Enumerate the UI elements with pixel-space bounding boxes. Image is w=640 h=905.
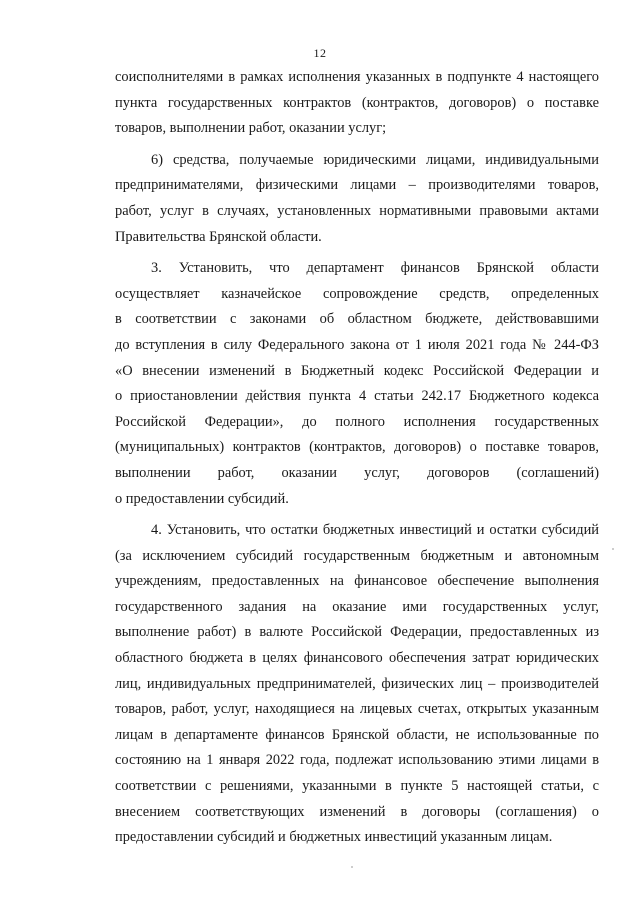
text-line: товаров, выполнении работ, оказании услуг; [115,120,387,137]
page-number: 12 [313,46,327,60]
text-line: (за исключением субсидий государственным бюджетным и автономным [115,547,599,564]
text-line: пункта государственных контрактов (контрактов, договоров) о поставке [115,94,599,111]
text-line: лицам в департаменте финансов Брянской области, не использованные по [115,726,599,743]
text-line: состоянию на 1 января 2022 года, подлежат использованию этими лицами в [115,752,599,769]
scan-speck [612,548,614,550]
text-line: государственного задания на оказание ими государственных услуг, [115,598,599,615]
text-line: работ, услуг в случаях, установленных нормативными правовыми актами [115,202,599,219]
text-line: (муниципальных) контрактов (контрактов, договоров) о поставке товаров, [115,439,599,456]
text-line: товаров, работ, услуг, находящиеся на лицевых счетах, открытых указанным [115,701,599,718]
text-line: соисполнителями в рамках исполнения указанных в подпункте 4 настоящего [115,69,599,85]
text-line: предпринимателями, физическими лицами – производителями товаров, [115,177,599,194]
text-line: 4. Установить, что остатки бюджетных инвестиций и остатки субсидий [151,522,599,539]
document-body [115,65,599,851]
text-line: лиц, индивидуальных предпринимателей, физических лиц – производителей [115,675,599,692]
text-line: в соответствии с законами об областном бюджете, действовавшими [115,311,599,328]
paragraph-clause-4 [115,518,599,851]
paragraph-continuation [115,65,599,142]
text-line: Российской Федерации», до полного исполнения государственных [115,413,599,430]
text-line: до вступления в силу Федерального закона от 1 июля 2021 года № 244-ФЗ [115,336,599,353]
text-line: соответствии с решениями, указанными в пункте 5 настоящей статьи, с [115,778,599,795]
paragraph-clause-3 [115,256,599,512]
text-line: выполнении работ, оказании услуг, договоров (соглашений) [115,464,599,481]
text-line: 6) средства, получаемые юридическими лицами, индивидуальными [151,151,599,168]
text-line: внесением соответствующих изменений в договоры (соглашения) о [115,803,599,820]
text-line: о приостановлении действия пункта 4 статьи 242.17 Бюджетного кодекса [115,388,599,405]
text-line: предоставлении субсидий и бюджетных инвестиций указанным лицам. [115,829,553,846]
text-line: о предоставлении субсидий. [115,490,289,507]
text-line: учреждениям, предоставленных на финансовое обеспечение выполнения [115,573,599,590]
text-line: Правительства Брянской области. [115,228,322,245]
text-line: выполнение работ) в валюте Российской Федерации, предоставленных из [115,624,599,641]
text-line: 3. Установить, что департамент финансов Брянской области [151,260,599,277]
scan-speck [351,866,353,868]
text-line: осуществляет казначейское сопровождение средств, определенных [115,285,599,302]
paragraph-item-6 [115,148,599,250]
text-line: областного бюджета в целях финансового обеспечения затрат юридических [115,650,599,667]
text-line: «О внесении изменений в Бюджетный кодекс Российской Федерации и [115,362,599,379]
